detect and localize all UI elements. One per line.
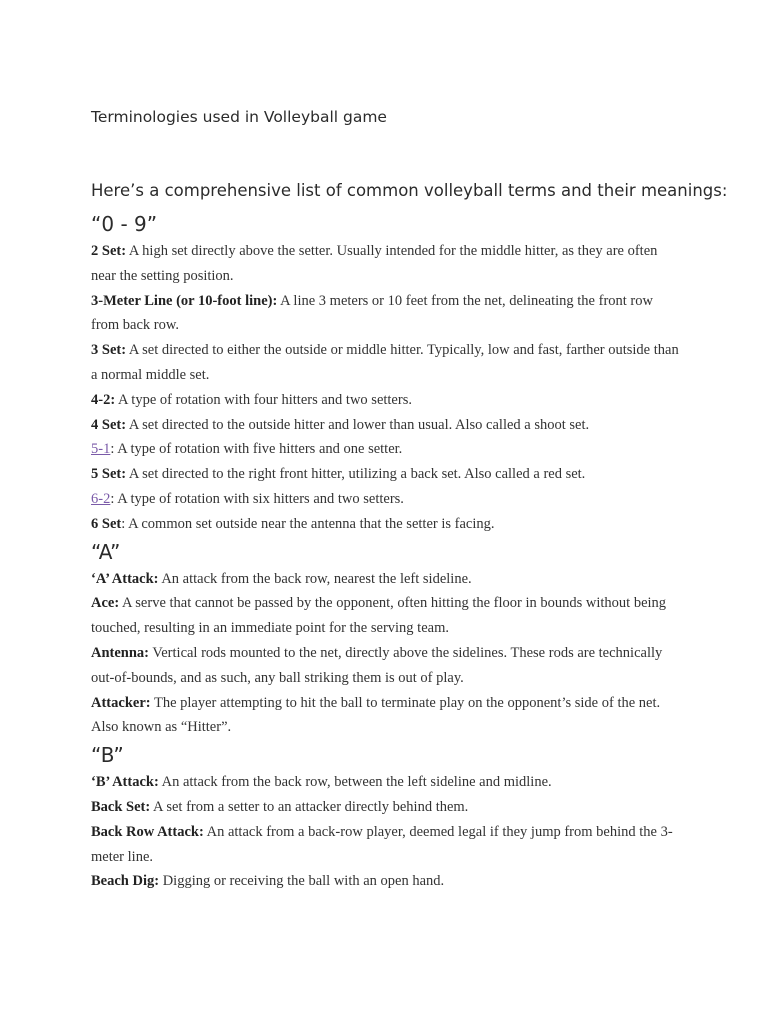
term-name: Back Set: [91, 798, 151, 815]
term-definition: An attack from the back row, nearest the left sideline. [158, 570, 472, 587]
term-definition: Digging or receiving the ball with an open hand. [159, 873, 445, 890]
term-name: 4-2: [91, 391, 116, 408]
term-definition: A set directed to either the outside or middle hitter. Typically, low and fast, farther outside than a normal middle set. [91, 342, 679, 383]
glossary-entry [91, 487, 681, 512]
glossary-entry [91, 512, 681, 537]
term-link[interactable]: 6-2 [91, 490, 111, 507]
glossary-entry [91, 869, 681, 894]
term-name: 4 Set: [91, 416, 127, 433]
term-definition: The player attempting to hit the ball to terminate play on the opponent’s side of the net. Also known as “Hitter”. [91, 694, 661, 736]
term-definition: A set from a setter to an attacker directly behind them. [150, 798, 469, 815]
term-definition: Vertical rods mounted to the net, directly above the sidelines. These rods are technically out-of-bounds, and as such, any ball striking them is out of play. [91, 644, 663, 686]
term-name: Attacker: [91, 694, 151, 711]
term-name: 5 Set: [91, 466, 127, 483]
glossary-entry [91, 437, 681, 462]
glossary-entry [91, 462, 681, 487]
glossary-entry [91, 641, 681, 691]
term-definition: A set directed to the right front hitter, utilizing a back set. Also called a red set. [126, 466, 586, 483]
term-name: Back Row Attack: [91, 823, 204, 840]
term-name: Ace: [91, 595, 120, 612]
term-name: ‘A’ Attack: [91, 570, 159, 587]
term-definition: A set directed to the outside hitter and lower than usual. Also called a shoot set. [126, 416, 590, 433]
term-name: 3-Meter Line (or 10-foot line): [91, 292, 278, 309]
glossary-entry [91, 591, 681, 641]
glossary-content [91, 209, 681, 894]
term-name: Beach Dig: [91, 873, 160, 890]
term-definition: : A common set outside near the antenna that the setter is facing. [121, 515, 495, 532]
term-name: Antenna: [91, 644, 150, 661]
glossary-entry [91, 388, 681, 413]
glossary-entry [91, 338, 681, 388]
glossary-entry [91, 770, 681, 795]
term-definition: An attack from the back row, between the left sideline and midline. [158, 774, 552, 791]
term-definition: : A type of rotation with five hitters and one setter. [110, 441, 403, 458]
term-definition: A serve that cannot be passed by the opponent, often hitting the floor in bounds without being touched, resulting in an immediate point for the serving team. [91, 595, 667, 637]
term-definition: : A type of rotation with six hitters and two setters. [110, 490, 404, 507]
term-definition: A high set directly above the setter. Usually intended for the middle hitter, as they are often near the setting position. [91, 243, 658, 284]
glossary-entry [91, 795, 681, 820]
glossary-entry [91, 567, 681, 592]
term-link[interactable]: 5-1 [91, 441, 111, 458]
glossary-entry [91, 413, 681, 438]
glossary-entry [91, 820, 681, 870]
term-name: 6 Set [91, 515, 122, 532]
term-definition: A type of rotation with four hitters and two setters. [115, 391, 412, 408]
term-name: 3 Set: [91, 342, 127, 359]
term-name: ‘B’ Attack: [91, 774, 159, 791]
term-definition: A line 3 meters or 10 feet from the net, delineating the front row from back row. [91, 292, 653, 334]
glossary-entry [91, 691, 681, 741]
intro-heading: Here’s a comprehensive list of common volleyball terms and their meanings: [91, 181, 728, 200]
section-heading: “A” [91, 539, 121, 564]
section-heading: “B” [91, 743, 124, 768]
document-title: Terminologies used in Volleyball game [91, 108, 387, 126]
term-definition: An attack from a back-row player, deemed legal if they jump from behind the 3-meter line. [91, 823, 673, 865]
glossary-entry [91, 239, 681, 289]
term-name: 2 Set: [91, 243, 127, 259]
glossary-entry [91, 289, 681, 339]
section-heading: “0 - 9” [91, 212, 158, 236]
